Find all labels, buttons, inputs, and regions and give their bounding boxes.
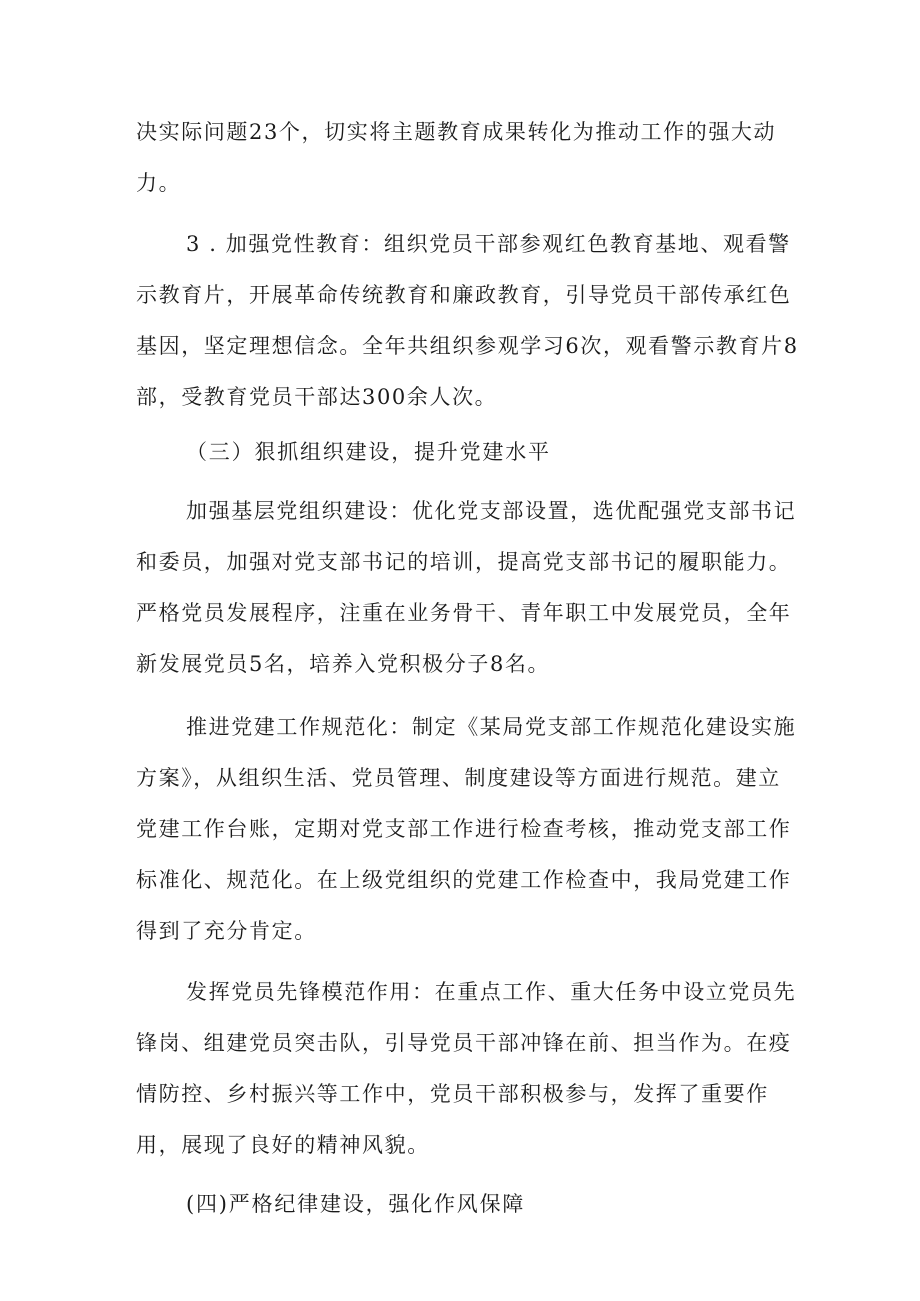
paragraph-3-line-1: 加强基层党组织建设：优化党支部设置，选优配强党支部书记	[186, 499, 797, 523]
paragraph-2-line-1: 3 . 加强党性教育：组织党员干部参观红色教育基地、观看警	[186, 232, 791, 256]
paragraph-4-line-3: 党建工作台账，定期对党支部工作进行检查考核，推动党支部工作	[136, 817, 792, 841]
paragraph-5-line-4: 用，展现了良好的精神风貌。	[136, 1133, 430, 1157]
paragraph-1-line-1: 决实际问题23个，切实将主题教育成果转化为推动工作的强大动	[136, 120, 777, 144]
paragraph-4-line-4: 标准化、规范化。在上级党组织的党建工作检查中，我局党建工作	[136, 868, 792, 892]
paragraph-3-line-4: 新发展党员5名，培养入党积极分子8名。	[136, 652, 551, 676]
paragraph-4-line-5: 得到了充分肯定。	[136, 919, 317, 943]
paragraph-4-line-2: 方案》，从组织生活、党员管理、制度建设等方面进行规范。建立	[136, 766, 781, 790]
paragraph-5-line-2: 锋岗、组建党员突击队，引导党员干部冲锋在前、担当作为。在疫	[136, 1031, 792, 1055]
paragraph-1-line-2: 力。	[136, 171, 182, 195]
paragraph-4-line-1: 推进党建工作规范化：制定《某局党支部工作规范化建设实施	[186, 715, 797, 739]
paragraph-2-line-4: 部，受教育党员干部达300余人次。	[136, 385, 498, 409]
section-heading-4: (四)严格纪律建设，强化作风保障	[186, 1192, 526, 1216]
paragraph-3-line-2: 和委员，加强对党支部书记的培训，提高党支部书记的履职能力。	[136, 550, 792, 574]
paragraph-2-line-3: 基因，坚定理想信念。全年共组织参观学习6次，观看警示教育片8	[136, 334, 799, 358]
paragraph-5-line-3: 情防控、乡村振兴等工作中，党员干部积极参与，发挥了重要作	[136, 1082, 769, 1106]
paragraph-5-line-1: 发挥党员先锋模范作用：在重点工作、重大任务中设立党员先	[186, 980, 797, 1004]
paragraph-2-line-2: 示教育片，开展革命传统教育和廉政教育，引导党员干部传承红色	[136, 283, 792, 307]
section-heading-3: （三）狠抓组织建设，提升党建水平	[186, 440, 551, 464]
paragraph-3-line-3: 严格党员发展程序，注重在业务骨干、青年职工中发展党员，全年	[136, 601, 792, 625]
